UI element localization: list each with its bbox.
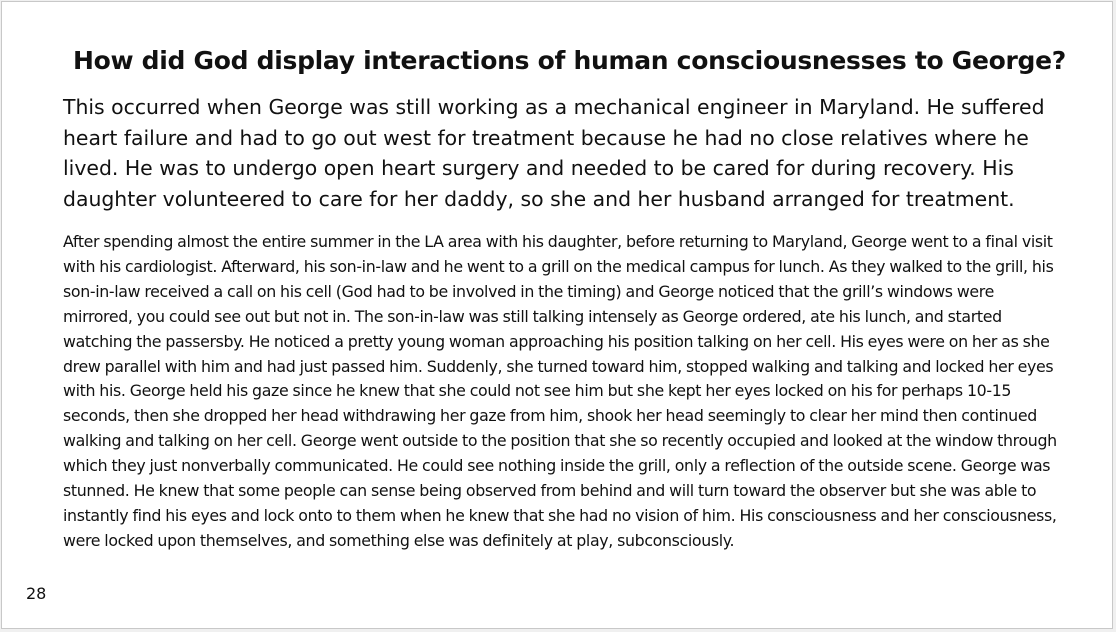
slide-title: How did God display interactions of human consciousnesses to George? [72, 46, 1067, 75]
body-paragraph: After spending almost the entire summer in the LA area with his daughter, before returning to Maryland, George went to a final visit with his cardiologist. Afterward, his son-in-law and he went to a grill on the medical campus for lunch. As they walked to the grill, his son-in-law received a call on his cell (God had to be involved in the timing) and George noticed that the grill’s windows were mirrored, you could see out but not in. The son-in-law was still talking intensely as George ordered, ate his lunch, and started watching the passersby. He noticed a pretty young woman approaching his position talking on her cell. His eyes were on her as she drew parallel with him and had just passed him. Suddenly, she turned toward him, stopped walking and talking and locked her eyes with his. George held his gaze since he knew that she could not see him but she kept her eyes locked on his for perhaps 10-15 seconds, then she dropped her head withdrawing her gaze from him, shook her head seemingly to clear her mind then continued walking and talking on her cell. George went outside to the position that she so recently occupied and looked at the window through which they just nonverbally communicated. He could see nothing inside the grill, only a reflection of the outside scene. George was stunned. He knew that some people can sense being observed from behind and will turn toward the observer but she was able to instantly find his eyes and lock onto to them when he knew that she had no vision of him. His consciousness and her consciousness, were locked upon themselves, and something else was definitely at play, subconsciously. [63, 232, 1057, 550]
page-number: 28 [26, 584, 47, 603]
intro-paragraph: This occurred when George was still working as a mechanical engineer in Maryland. He suffered heart failure and had to go out west for treatment because he had no close relatives where he lived. He was to undergo open heart surgery and needed to be cared for during recovery. His daughter volunteered to care for her daddy, so she and her husband arranged for treatment. [63, 95, 1045, 211]
slide [1, 1, 1113, 629]
